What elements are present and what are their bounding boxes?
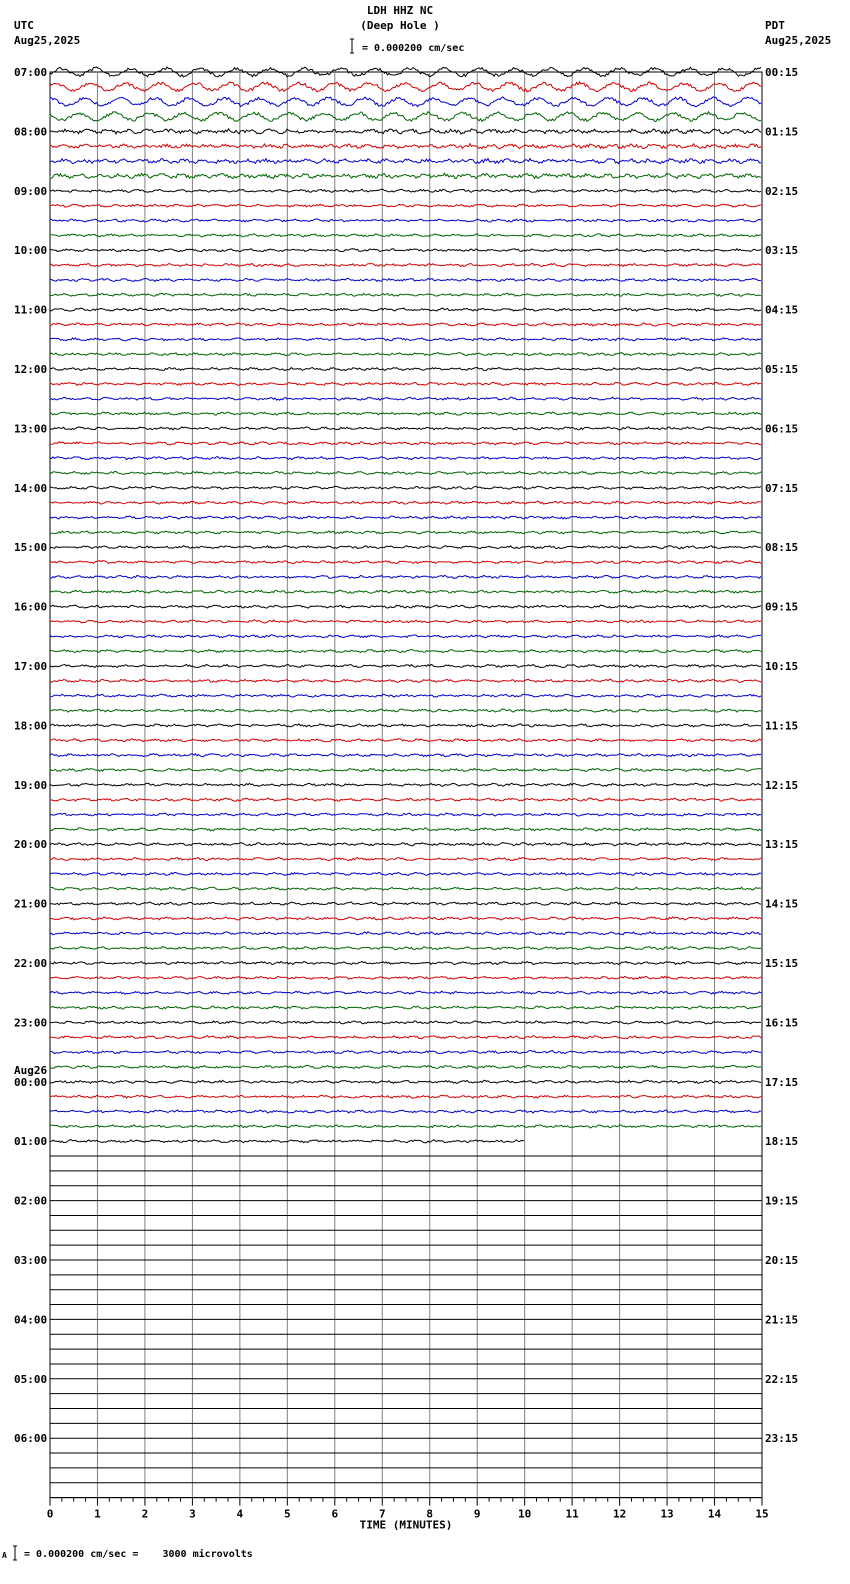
trace-line bbox=[50, 783, 761, 786]
pdt-hour-label: 22:15 bbox=[765, 1372, 799, 1386]
pdt-hour-label: 03:15 bbox=[765, 244, 799, 258]
trace-line bbox=[50, 189, 761, 192]
trace-line bbox=[50, 412, 761, 415]
trace-line bbox=[50, 1051, 761, 1054]
trace-line bbox=[50, 887, 761, 890]
x-axis-label: TIME (MINUTES) bbox=[359, 1518, 453, 1532]
scale-bar-icon bbox=[350, 39, 354, 53]
trace-line bbox=[50, 932, 761, 935]
trace-line bbox=[50, 561, 761, 564]
pdt-hour-label: 05:15 bbox=[765, 363, 799, 376]
utc-hour-label: 04:00 bbox=[14, 1313, 48, 1327]
x-tick-label: 8 bbox=[426, 1507, 434, 1521]
x-tick-label: 5 bbox=[284, 1507, 291, 1521]
trace-line bbox=[50, 501, 761, 504]
utc-hour-label: 09:00 bbox=[14, 184, 48, 198]
x-tick-label: 14 bbox=[707, 1507, 722, 1521]
trace-line bbox=[50, 754, 761, 757]
utc-hour-label: 15:00 bbox=[14, 541, 48, 555]
trace-line bbox=[50, 798, 761, 801]
trace-line bbox=[50, 97, 761, 107]
trace-line bbox=[50, 159, 761, 164]
x-tick-label: 7 bbox=[378, 1507, 386, 1521]
trace-line bbox=[50, 219, 761, 222]
pdt-hour-label: 11:15 bbox=[765, 719, 799, 733]
minute-grid bbox=[50, 72, 762, 1498]
x-tick-label: 2 bbox=[141, 1507, 149, 1521]
utc-hour-label: 10:00 bbox=[14, 244, 48, 258]
left-timezone: UTC bbox=[14, 19, 34, 32]
trace-line bbox=[50, 278, 761, 281]
trace-line bbox=[50, 917, 761, 920]
utc-hour-label: 23:00 bbox=[14, 1016, 48, 1030]
pdt-hour-label: 16:15 bbox=[765, 1016, 799, 1030]
footer-scale-label: = 0.000200 cm/sec = 3000 microvolts bbox=[24, 1549, 253, 1560]
utc-hour-label: 22:00 bbox=[14, 957, 48, 970]
trace-line bbox=[50, 858, 761, 861]
trace-line bbox=[50, 1021, 761, 1024]
trace-line bbox=[50, 991, 761, 994]
x-tick-label: 11 bbox=[565, 1507, 579, 1521]
pdt-hour-label: 15:15 bbox=[765, 957, 799, 970]
chart-subtitle: (Deep Hole ) bbox=[360, 19, 440, 32]
utc-hour-label: 14:00 bbox=[14, 481, 48, 495]
trace-line bbox=[50, 323, 761, 326]
x-tick-label: 12 bbox=[612, 1507, 627, 1521]
utc-hour-label: 16:00 bbox=[14, 600, 48, 614]
utc-hour-label: 19:00 bbox=[14, 778, 48, 792]
plot-frame bbox=[50, 72, 762, 1498]
trace-line bbox=[50, 442, 761, 445]
pdt-hour-label: 09:15 bbox=[765, 600, 799, 614]
trace-line bbox=[50, 486, 761, 489]
trace-line bbox=[50, 471, 761, 474]
pdt-hour-label: 06:15 bbox=[765, 422, 799, 436]
pdt-hour-label: 18:15 bbox=[765, 1135, 799, 1149]
x-tick-label: 1 bbox=[94, 1507, 101, 1521]
chart-title: LDH HHZ NC bbox=[366, 4, 434, 17]
trace-line bbox=[50, 531, 761, 534]
x-tick-label: 13 bbox=[660, 1507, 674, 1521]
utc-hour-label: 00:00 bbox=[14, 1075, 48, 1089]
utc-hour-label: 17:00 bbox=[14, 660, 48, 673]
trace-line bbox=[50, 382, 761, 385]
pdt-hour-label: 21:15 bbox=[765, 1313, 799, 1327]
trace-line bbox=[50, 1110, 761, 1113]
trace-group bbox=[50, 67, 762, 1483]
utc-day-change-label: Aug26 bbox=[14, 1063, 48, 1077]
trace-line bbox=[50, 1006, 761, 1009]
trace-line bbox=[50, 665, 761, 668]
trace-line bbox=[50, 679, 761, 682]
scale-label: = 0.000200 cm/sec bbox=[362, 43, 465, 54]
x-tick-label: 10 bbox=[518, 1507, 532, 1521]
pdt-hour-label: 07:15 bbox=[765, 481, 799, 495]
trace-line bbox=[50, 635, 761, 638]
x-tick-label: 0 bbox=[46, 1507, 54, 1521]
utc-hour-label: 20:00 bbox=[14, 838, 48, 852]
trace-line bbox=[50, 724, 761, 727]
utc-hour-label: 01:00 bbox=[14, 1135, 48, 1149]
utc-hour-label: 21:00 bbox=[14, 897, 48, 911]
utc-hour-label: 07:00 bbox=[14, 66, 48, 79]
pdt-hour-label: 02:15 bbox=[765, 184, 799, 198]
pdt-hour-label: 08:15 bbox=[765, 541, 799, 555]
trace-line bbox=[50, 902, 761, 905]
trace-line bbox=[50, 590, 761, 593]
trace-line bbox=[50, 575, 761, 578]
trace-line bbox=[50, 338, 761, 341]
trace-line bbox=[50, 353, 761, 356]
utc-hour-label: 12:00 bbox=[14, 363, 48, 376]
trace-line bbox=[50, 546, 761, 549]
trace-line bbox=[50, 739, 761, 742]
pdt-hour-label: 00:15 bbox=[765, 66, 799, 79]
trace-line bbox=[50, 234, 761, 237]
trace-line bbox=[50, 129, 761, 134]
left-date: Aug25,2025 bbox=[14, 34, 81, 47]
x-tick-label: 15 bbox=[755, 1507, 769, 1521]
time-axis bbox=[47, 1498, 769, 1532]
trace-line bbox=[50, 293, 761, 296]
x-tick-label: 6 bbox=[331, 1507, 339, 1521]
utc-hour-label: 05:00 bbox=[14, 1372, 48, 1386]
utc-hour-label: 08:00 bbox=[14, 125, 48, 139]
trace-line bbox=[50, 1080, 761, 1083]
pdt-hour-label: 12:15 bbox=[765, 778, 799, 792]
pdt-hour-label: 23:15 bbox=[765, 1432, 799, 1446]
trace-line bbox=[50, 620, 761, 623]
trace-line bbox=[50, 709, 761, 712]
trace-line bbox=[50, 82, 761, 92]
trace-line bbox=[50, 1125, 761, 1128]
footer-marker: A bbox=[2, 1551, 7, 1560]
trace-line bbox=[50, 308, 761, 311]
trace-line bbox=[50, 516, 761, 519]
x-tick-label: 3 bbox=[189, 1507, 196, 1521]
pdt-hour-label: 14:15 bbox=[765, 897, 799, 911]
trace-line bbox=[50, 605, 761, 608]
utc-hour-label: 03:00 bbox=[14, 1254, 48, 1267]
trace-line bbox=[50, 694, 761, 697]
trace-line bbox=[50, 144, 761, 149]
right-timezone: PDT bbox=[765, 19, 785, 32]
trace-line bbox=[50, 264, 761, 267]
trace-line bbox=[50, 368, 761, 371]
trace-line bbox=[50, 173, 761, 178]
trace-line bbox=[50, 427, 761, 430]
trace-line bbox=[50, 1095, 761, 1098]
trace-line bbox=[50, 962, 761, 965]
trace-line bbox=[50, 947, 761, 950]
footer-scale-bar-icon bbox=[13, 1546, 17, 1560]
pdt-hour-label: 10:15 bbox=[765, 660, 799, 673]
trace-line bbox=[50, 457, 761, 460]
trace-line bbox=[50, 976, 761, 979]
utc-hour-label: 06:00 bbox=[14, 1432, 48, 1446]
pdt-hour-label: 01:15 bbox=[765, 125, 799, 139]
trace-line bbox=[50, 1065, 761, 1068]
utc-hour-label: 18:00 bbox=[14, 719, 48, 733]
utc-hour-label: 11:00 bbox=[14, 303, 48, 317]
pdt-hour-label: 13:15 bbox=[765, 838, 799, 852]
x-tick-label: 9 bbox=[473, 1507, 481, 1521]
trace-line bbox=[50, 650, 761, 653]
x-tick-label: 4 bbox=[236, 1507, 244, 1521]
trace-line bbox=[50, 872, 761, 875]
trace-line bbox=[50, 204, 761, 207]
right-date: Aug25,2025 bbox=[765, 34, 832, 47]
utc-hour-label: 02:00 bbox=[14, 1194, 48, 1208]
pdt-hour-label: 17:15 bbox=[765, 1075, 799, 1089]
trace-line bbox=[50, 768, 761, 771]
trace-line bbox=[50, 249, 761, 252]
pdt-hour-label: 20:15 bbox=[765, 1254, 799, 1267]
trace-line bbox=[50, 828, 761, 831]
utc-hour-label: 13:00 bbox=[14, 422, 48, 436]
trace-line bbox=[50, 112, 761, 122]
pdt-hour-label: 19:15 bbox=[765, 1194, 799, 1208]
trace-line bbox=[50, 397, 761, 400]
trace-line bbox=[50, 813, 761, 816]
trace-line bbox=[50, 843, 761, 846]
trace-line bbox=[50, 1036, 761, 1039]
pdt-hour-label: 04:15 bbox=[765, 303, 799, 317]
